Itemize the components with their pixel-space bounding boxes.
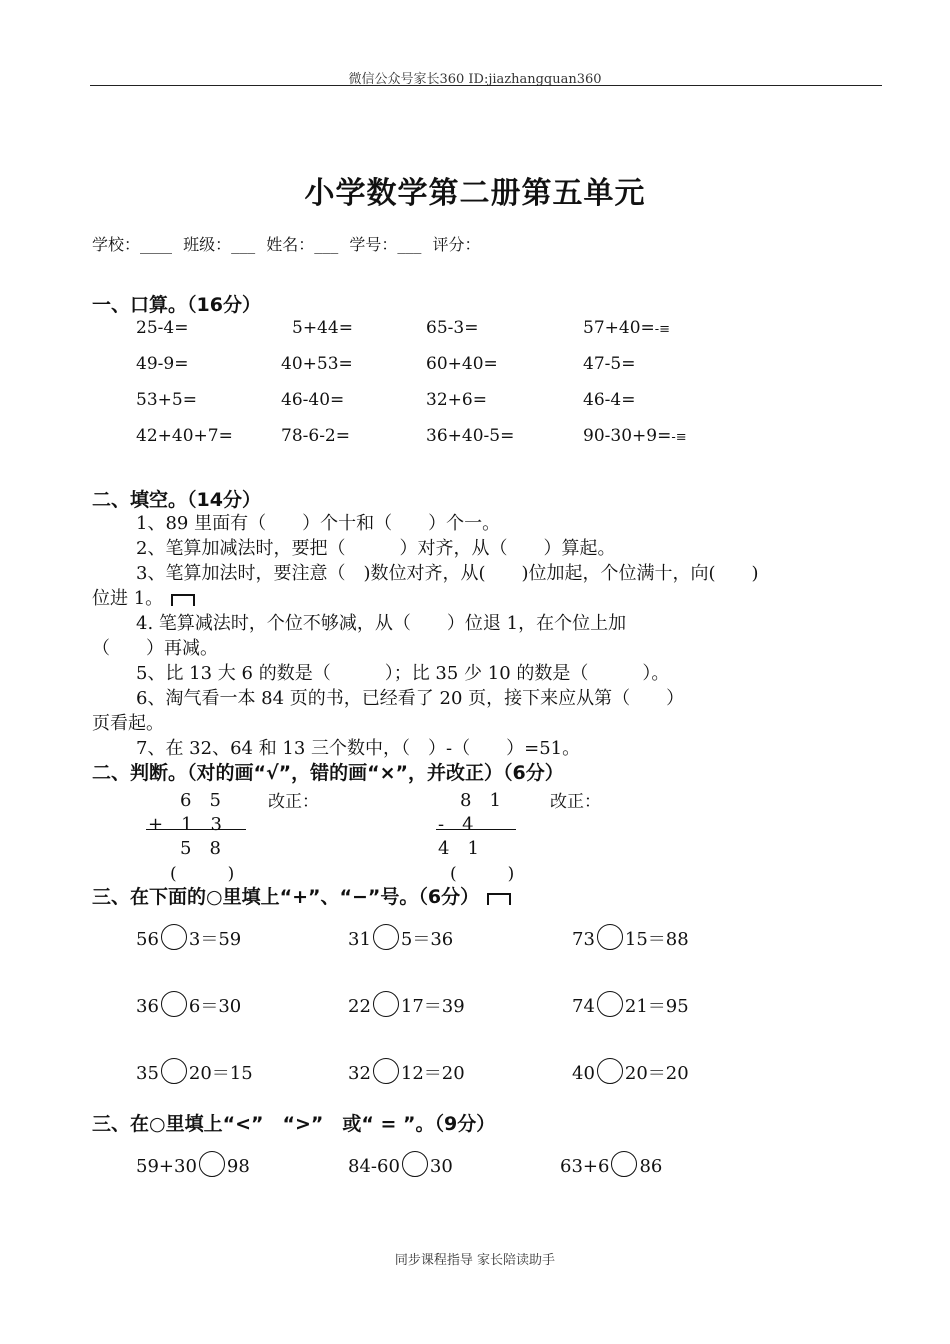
compare-circle[interactable] (402, 1151, 428, 1177)
compare-circle[interactable] (611, 1151, 637, 1177)
page-title: 小学数学第二册第五单元 (304, 176, 646, 211)
s2-q3a: 3、笔算加法时，要注意（ )数位对齐，从( )位加起，个位满十，向( ) (136, 563, 759, 584)
page-footer: 同步课程指导 家长陪读助手 (394, 1253, 556, 1268)
header-rule (90, 85, 882, 86)
s1-r2-c0: 53+5= (136, 390, 197, 410)
s2-q1: 1、89 里面有（ ）个十和（ ）个一。 (136, 513, 501, 534)
s1-r1-c3: 47-5= (583, 354, 636, 374)
s2-q6a: 6、淘气看一本 84 页的书，已经看了 20 页，接下来应从第（ ） (136, 688, 685, 709)
section5-heading: 三、在○里填上“<” “>” 或“ = ”。（9分） (92, 1113, 496, 1135)
section4-heading: 三、在下面的○里填上“+”、“−”号。（6分） (92, 882, 511, 909)
s4-r0-c1: 31 5＝36 (348, 924, 453, 951)
s2-q6b: 页看起。 (92, 713, 164, 734)
s1-tail-1: -≡ (654, 322, 671, 337)
s4-r0-c2: 73 15＝88 (572, 924, 689, 951)
judge-right-mid: - 4 (438, 814, 474, 835)
s2-q5: 5、比 13 大 6 的数是（ ）；比 35 少 10 的数是（ ）。 (136, 663, 670, 684)
page-header: 微信公众号家长360 ID:jiazhangquan360 (348, 72, 602, 87)
judge-left-fix: 改正： (268, 792, 319, 812)
judge-left-line (146, 829, 246, 830)
judge-left-res: 5 8 (180, 838, 221, 859)
section1-heading: 一、口算。（16分） (92, 294, 261, 316)
compare-circle[interactable] (199, 1151, 225, 1177)
info-name: 姓名：___ (266, 235, 339, 254)
s1-r0-c3: 57+40=-≡ (583, 318, 671, 338)
s5-item-2: 63+6 86 (560, 1151, 662, 1177)
s1-r2-c1: 46-40= (281, 390, 345, 410)
judge-left-paren: ( ) (170, 864, 235, 884)
s2-q4b: （ ）再减。 (92, 638, 218, 659)
s1-r1-c0: 49-9= (136, 354, 189, 374)
answer-circle[interactable] (161, 1058, 187, 1084)
s5-item-1: 84-60 30 (348, 1151, 453, 1177)
s4-r2-c2: 40 20＝20 (572, 1058, 689, 1085)
info-school: 学校：____ (92, 235, 173, 254)
judge-right-line (436, 829, 516, 830)
judge-right-top: 8 1 (460, 790, 501, 811)
answer-circle[interactable] (597, 1058, 623, 1084)
s1-r1-c1: 40+53= (281, 354, 353, 374)
s1-r0-c1: 5+44= (292, 318, 353, 338)
s2-q4a: 4. 笔算减法时，个位不够减，从（ ）位退 1，在个位上加 (136, 613, 627, 634)
answer-circle[interactable] (373, 991, 399, 1017)
judge-left-top: 6 5 (180, 790, 221, 811)
judge-right-paren: ( ) (450, 864, 515, 884)
s4-r2-c1: 32 12＝20 (348, 1058, 465, 1085)
s1-r3-c2: 36+40-5= (426, 426, 515, 446)
answer-circle[interactable] (597, 924, 623, 950)
answer-circle[interactable] (373, 1058, 399, 1084)
section2-heading: 二、填空。（14分） (92, 489, 261, 511)
s4-r1-c2: 74 21＝95 (572, 991, 689, 1018)
s2-q3b: 位进 1。 (92, 584, 195, 610)
judge-right-res: 4 1 (438, 838, 479, 859)
s5-item-0: 59+30 98 (136, 1151, 250, 1177)
s1-r0-c2: 65-3= (426, 318, 479, 338)
s1-r2-c3: 46-4= (583, 390, 636, 410)
s4-r1-c1: 22 17＝39 (348, 991, 465, 1018)
info-score: 评分： (432, 235, 481, 254)
s1-r3-c1: 78-6-2= (281, 426, 350, 446)
s4-r1-c0: 36 6＝30 (136, 991, 241, 1018)
judge-right-fix: 改正： (550, 792, 601, 812)
info-number: 学号：___ (349, 235, 422, 254)
s1-r1-c2: 60+40= (426, 354, 498, 374)
answer-circle[interactable] (373, 924, 399, 950)
bracket-mark-1 (171, 594, 195, 606)
s1-r3-c0: 42+40+7= (136, 426, 233, 446)
s1-r0-c0: 25-4= (136, 318, 189, 338)
s1-tail-2: -≡ (671, 430, 687, 445)
answer-circle[interactable] (597, 991, 623, 1017)
s2-q2: 2、笔算加减法时，要把（ ）对齐，从（ ）算起。 (136, 538, 616, 559)
section3-heading: 二、判断。（对的画“√”，错的画“×”，并改正）（6分） (92, 762, 564, 784)
s1-r3-c3: 90-30+9=-≡ (583, 426, 687, 446)
s4-r0-c0: 56 3＝59 (136, 924, 241, 951)
judge-left-mid: + 1 3 (148, 814, 222, 835)
bracket-mark-2 (487, 893, 511, 905)
answer-circle[interactable] (161, 991, 187, 1017)
info-class: 班级：___ (183, 235, 256, 254)
answer-circle[interactable] (161, 924, 187, 950)
student-info (92, 232, 486, 255)
s1-r2-c2: 32+6= (426, 390, 487, 410)
s4-r2-c0: 35 20＝15 (136, 1058, 253, 1085)
s2-q7: 7、在 32、64 和 13 三个数中，（ ）-（ ）=51。 (136, 738, 581, 759)
